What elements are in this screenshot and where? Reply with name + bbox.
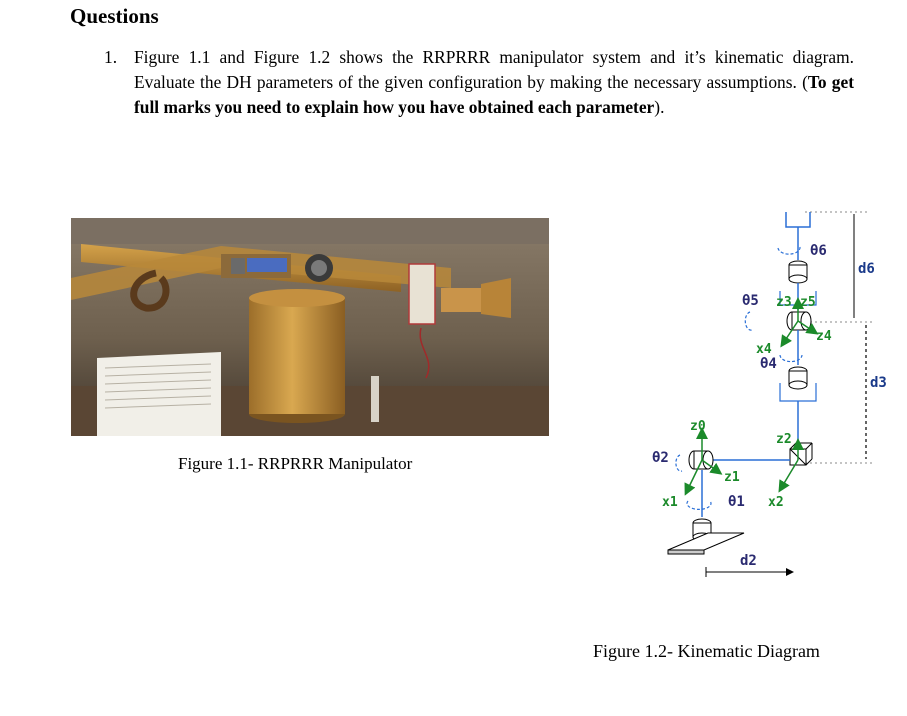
label-theta1: θ1 xyxy=(728,494,745,510)
kinematic-diagram xyxy=(640,205,900,585)
label-theta4: θ4 xyxy=(760,356,777,372)
label-theta2: θ2 xyxy=(652,450,669,466)
label-z5: z5 xyxy=(800,295,816,310)
label-theta5: θ5 xyxy=(742,293,759,309)
figure-1-2-caption: Figure 1.2- Kinematic Diagram xyxy=(593,641,820,661)
label-d3: d3 xyxy=(870,375,887,391)
label-z1: z1 xyxy=(724,470,740,485)
section-heading: Questions xyxy=(70,4,159,28)
label-x4: x4 xyxy=(756,342,772,357)
figure-1-1-caption: Figure 1.1- RRPRRR Manipulator xyxy=(178,454,413,473)
label-x2: x2 xyxy=(768,495,784,510)
label-z3: z3 xyxy=(776,295,792,310)
question-text-part2: ). xyxy=(654,97,665,117)
label-z4: z4 xyxy=(816,329,832,344)
label-d6: d6 xyxy=(858,261,875,277)
label-d2: d2 xyxy=(740,553,757,569)
manipulator-photo xyxy=(71,218,549,436)
question-number: 1. xyxy=(104,47,118,67)
label-theta6: θ6 xyxy=(810,243,827,259)
question-text-part1: Figure 1.1 and Figure 1.2 shows the RRPRRR manipulator system and it’s kinematic diagram. Evaluate the DH parameters of the given configuration by making the necessary assumptions. ( xyxy=(134,47,854,92)
question-text-bold: To get full marks you need to explain how you have obtained each parameter xyxy=(134,72,854,117)
question-text xyxy=(134,45,854,120)
label-z2: z2 xyxy=(776,432,792,447)
label-x1: x1 xyxy=(662,495,678,510)
label-z0: z0 xyxy=(690,419,706,434)
